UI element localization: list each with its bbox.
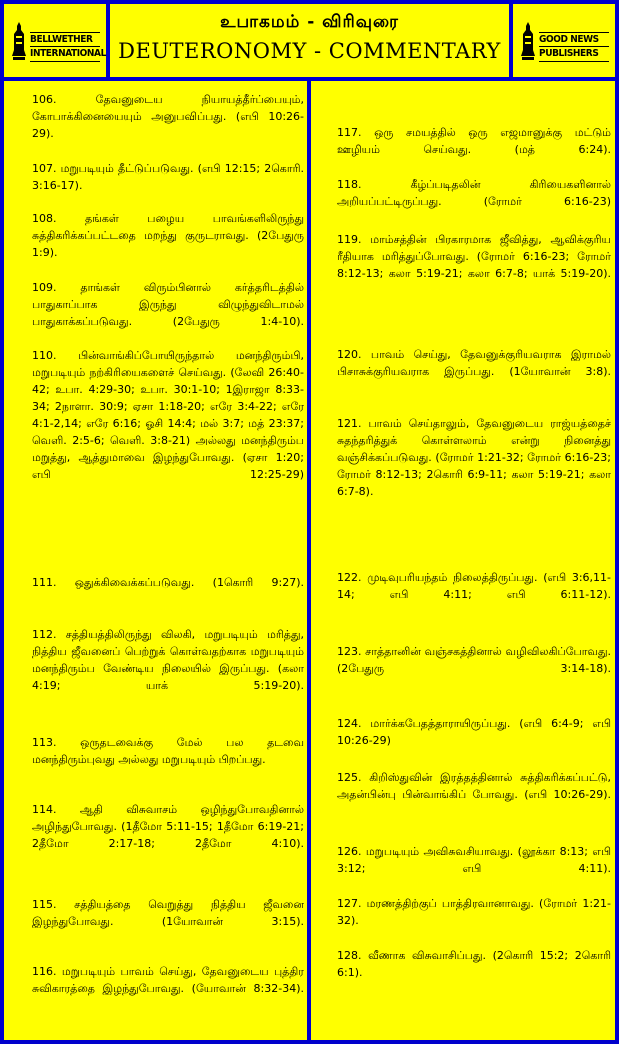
entry-118: 118. கீழ்ப்படிதலின் கிரியைகளினால் அறியப்பட்டிருப்பது. (ரோமர் 6:16-23) <box>337 178 611 208</box>
good-news-logo-panel <box>513 4 615 77</box>
entry-107: 107. மறுபடியும் தீட்டுப்படுவது. (எபி 12:15; 2கொரி. 3:16-17). <box>32 162 304 192</box>
good-news-bell-icon <box>521 20 535 62</box>
bellwether-line2: INTERNATIONAL <box>30 48 106 59</box>
entry-116: 116. மறுபடியும் பாவம் செய்து, தேவனுடைய புத்திர சுவிகாரத்தை இழந்துபோவது. (யோவான் 8:32-34). <box>32 965 304 995</box>
good-news-line2: PUBLISHERS <box>539 48 599 59</box>
entry-119: 119. மாம்சத்தின் பிரகாரமாக ஜீவித்து, ஆவிக்குரிய ரீதியாக மரித்துப்போவது. (ரோமர் 6:16-23; ரோமர் 8:12-13; கலா 5:19-21; கலா 6:7-8; யாக் 5:19-20). <box>337 233 611 280</box>
entry-123: 123. சாத்தானின் வஞ்சகத்தினால் வழிவிலகிப்போவது. (2பேதுரு 3:14-18). <box>337 645 611 675</box>
entry-127: 127. மரணத்திற்குப் பாத்திரவானாவது. (ரோமர் 1:21-32). <box>337 897 611 927</box>
entry-117: 117. ஒரு சமயத்தில் ஒரு எஜமானுக்கு மட்டும் ஊழியம் செய்வது. (மத் 6:24). <box>337 126 611 156</box>
good-news-line1: GOOD NEWS <box>539 34 599 45</box>
entry-124: 124. மார்க்கபேதத்தாராயிருப்பது. (எபி 6:4-9; எபி 10:26-29) <box>337 717 611 747</box>
entry-109: 109. தாங்கள் விரும்பினால் கர்த்தரிடத்தில் பாதுகாப்பாக இருந்து விழுந்துவிடாமல் பாதுகாக்கப்படுவது. (2பேதுரு 1:4-10). <box>32 281 304 328</box>
entry-126: 126. மறுபடியும் அவிசுவசியாவது. (லூக்கா 8:13; எபி 3:12; எபி 4:11). <box>337 845 611 875</box>
entry-121: 121. பாவம் செய்தாலும், தேவனுடைய ராஜ்யத்தைச் சுதந்தரித்துக் கொள்ளலாம் என்று நினைத்து வஞ்சிக்கப்படுவது. (ரோமர் 1:21-32; ரோமர் 6:16-23; ரோமர் 8:12-13; 2கொரி 6:9-11; கலா 5:19-21; கலா 6:7-8). <box>337 417 611 498</box>
bellwether-bell-icon <box>12 20 26 62</box>
right-column <box>311 81 615 1040</box>
entry-115: 115. சத்தியத்தை வெறுத்து நித்திய ஜீவனை இழந்துபோவது. (1யோவான் 3:15). <box>32 898 304 928</box>
entry-122: 122. முடிவுபரியந்தம் நிலைத்திருப்பது. (எபி 3:6,11-14; எபி 4:11; எபி 6:11-12). <box>337 571 611 601</box>
entry-112: 112. சத்தியத்திலிருந்து விலகி, மறுபடியும் மரித்து, நித்திய ஜீவனைப் பெற்றுக் கொள்வதற்காக மறுபடியும் மனந்திரும்ப வேண்டிய நிலையில் இருப்பது. (கலா 4:19; யாக் 5:19-20). <box>32 628 304 692</box>
entry-110: 110. பின்வாங்கிப்போயிருந்தால் மனந்திரும்பி, மறுபடியும் நற்கிரியைகளைச் செய்வது. (லேவி 26:40-42; உபா. 4:29-30; உபா. 30:1-10; 1இராஜா 8:33-34; 2நாளா. 30:9; ஏசா 1:18-20; எரே 3:4-22; எரே 4:1-2,14; எரே 6:16; ஓசி 14:4; மல் 3:7; மத் 23:37; வெளி. 2:5-6; வெளி. 3:8-21) அல்லது மனந்திரும்ப மறுத்து, ஆத்துமாவை இழந்துபோவது. (ஏசா 1:20; எபி 12:25-29) <box>32 349 304 481</box>
bellwether-logo-panel <box>4 4 106 77</box>
bellwether-line1: BELLWETHER <box>30 34 93 45</box>
entry-113: 113. ஒருதடவைக்கு மேல் பல தடவை மனந்திரும்புவது அல்லது மறுபடியும் பிறப்பது. <box>32 736 304 766</box>
title-tamil: உபாகமம் - விரிவுரை <box>220 12 399 32</box>
entry-125: 125. கிறிஸ்துவின் இரத்தத்தினால் சுத்திகரிக்கப்பட்டு, அதன்பின்பு பின்வாங்கிப் போவது. (எபி 10:26-29). <box>337 771 611 801</box>
entry-106: 106. தேவனுடைய நியாயத்தீர்ப்பையும், கோபாக்கினையையும் அனுபவிப்பது. (எபி 10:26-29). <box>32 93 304 140</box>
entry-128: 128. வீணாக விசுவாசிப்பது. (2கொரி 15:2; 2கொரி 6:1). <box>337 949 611 979</box>
entry-120: 120. பாவம் செய்து, தேவனுக்குரியவராக இராமல் பிசாசுக்குரியவராக இருப்பது. (1யோவான் 3:8). <box>337 348 611 378</box>
entry-108: 108. தங்கள் பழைய பாவங்களிலிருந்து சுத்திகரிக்கப்பட்டதை மறந்து குருடராவது. (2பேதுரு 1:9). <box>32 212 304 259</box>
entry-114: 114. ஆதி விசுவாசம் ஒழிந்துபோவதினால் அழிந்துபோவது. (1தீமோ 5:11-15; 1தீமோ 6:19-21; 2தீமோ 2:17-18; 2தீமோ 4:10). <box>32 803 304 850</box>
entry-111: 111. ஒதுக்கிவைக்கப்படுவது. (1கொரி 9:27). <box>32 576 304 589</box>
bellwether-logo <box>10 18 106 66</box>
title-box <box>110 4 509 77</box>
title-english: DEUTERONOMY - COMMENTARY <box>118 39 501 63</box>
left-column <box>4 81 307 1040</box>
good-news-logo <box>519 18 611 66</box>
